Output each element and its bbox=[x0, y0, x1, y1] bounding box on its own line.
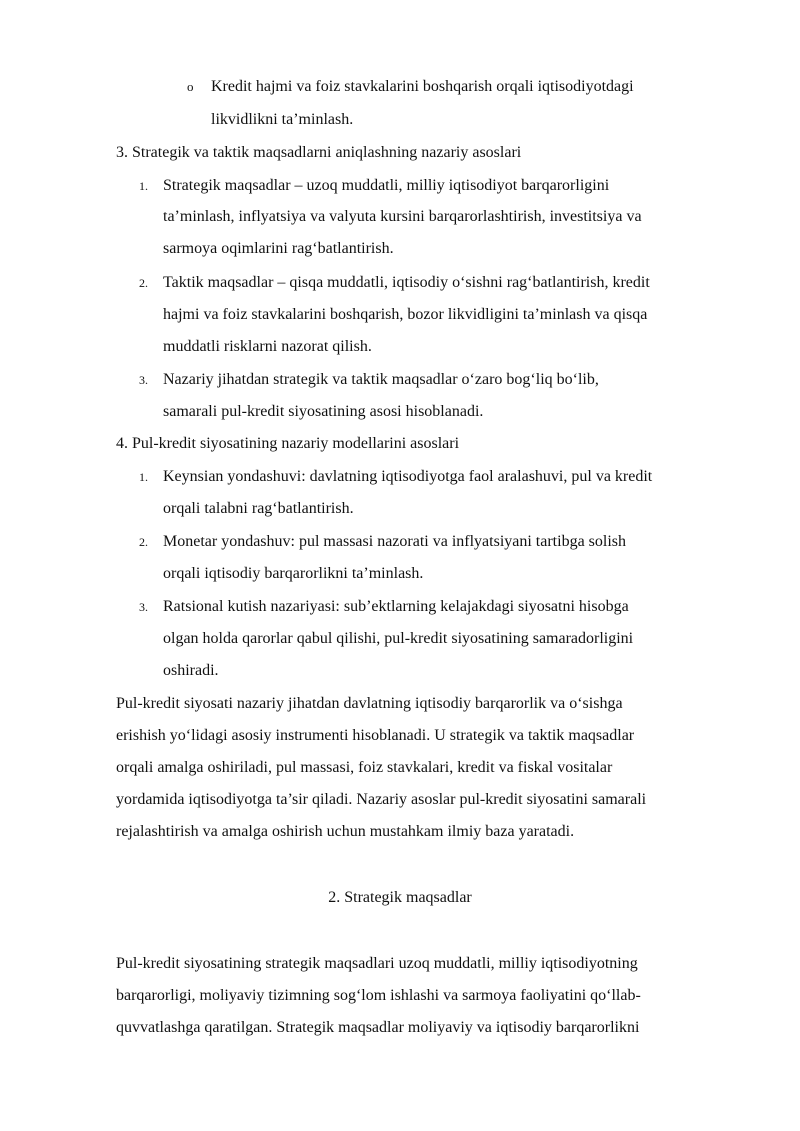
section-heading-3: 3. Strategik va taktik maqsadlarni aniqlashning nazariy asoslari bbox=[116, 144, 522, 161]
text-line: muddatli risklarni nazorat qilish. bbox=[163, 338, 372, 355]
text-line: Monetar yondashuv: pul massasi nazorati va inflyatsiyani tartibga solish bbox=[163, 533, 627, 550]
section-heading: 2. Strategik maqsadlar bbox=[328, 889, 472, 906]
text-line: Ratsional kutish nazariyasi: sub’ektlarning kelajakdagi siyosatni hisobga bbox=[163, 598, 629, 615]
text-line: Nazariy jihatdan strategik va taktik maqsadlar o‘zaro bog‘liq bo‘lib, bbox=[163, 371, 599, 388]
text-line: barqarorligi, moliyaviy tizimning sog‘lom ishlashi va sarmoya faoliyatini qo‘llab- bbox=[116, 987, 641, 1004]
text-line: ta’minlash, inflyatsiya va valyuta kursini barqarorlashtirish, investitsiya va bbox=[163, 208, 642, 225]
text-line: Pul-kredit siyosati nazariy jihatdan davlatning iqtisodiy barqarorlik va o‘sishga bbox=[116, 695, 623, 712]
text-line: oshiradi. bbox=[163, 662, 219, 679]
text-line: erishish yo‘lidagi asosiy instrumenti hisoblanadi. U strategik va taktik maqsadlar bbox=[116, 727, 635, 744]
list-marker: 1. bbox=[139, 179, 148, 193]
text-line: Kredit hajmi va foiz stavkalarini boshqarish orqali iqtisodiyotdagi bbox=[211, 78, 634, 95]
list-marker: 2. bbox=[139, 276, 148, 290]
text-line: Keynsian yondashuvi: davlatning iqtisodiyotga faol aralashuvi, pul va kredit bbox=[163, 468, 653, 485]
text-line: Taktik maqsadlar – qisqa muddatli, iqtisodiy o‘sishni rag‘batlantirish, kredit bbox=[163, 274, 650, 291]
text-line: orqali iqtisodiy barqarorlikni ta’minlash. bbox=[163, 565, 424, 582]
bullet-marker: o bbox=[187, 79, 194, 94]
text-line: quvvatlashga qaratilgan. Strategik maqsadlar moliyaviy va iqtisodiy barqarorlikni bbox=[116, 1019, 640, 1036]
text-line: likvidlikni ta’minlash. bbox=[211, 111, 354, 128]
text-line: rejalashtirish va amalga oshirish uchun mustahkam ilmiy baza yaratadi. bbox=[116, 823, 575, 840]
text-line: hajmi va foiz stavkalarini boshqarish, bozor likvidligini ta’minlash va qisqa bbox=[163, 306, 648, 323]
list-marker: 3. bbox=[139, 600, 148, 614]
text-line: orqali talabni rag‘batlantirish. bbox=[163, 500, 354, 517]
list-marker: 3. bbox=[139, 373, 148, 387]
text-line: samarali pul-kredit siyosatining asosi hisoblanadi. bbox=[163, 403, 484, 420]
text-line: yordamida iqtisodiyotga ta’sir qiladi. Nazariy asoslar pul-kredit siyosatini samarali bbox=[116, 791, 647, 808]
section-heading-4: 4. Pul-kredit siyosatining nazariy modellarini asoslari bbox=[116, 435, 460, 452]
text-line: Pul-kredit siyosatining strategik maqsadlari uzoq muddatli, milliy iqtisodiyotning bbox=[116, 955, 638, 972]
text-line: Strategik maqsadlar – uzoq muddatli, milliy iqtisodiyot barqarorligini bbox=[163, 177, 610, 194]
text-line: orqali amalga oshiriladi, pul massasi, foiz stavkalari, kredit va fiskal vositalar bbox=[116, 759, 613, 776]
list-marker: 2. bbox=[139, 535, 148, 549]
list-marker: 1. bbox=[139, 470, 148, 484]
text-line: sarmoya oqimlarini rag‘batlantirish. bbox=[163, 240, 394, 257]
text-line: olgan holda qarorlar qabul qilishi, pul-kredit siyosatining samaradorligini bbox=[163, 630, 634, 647]
